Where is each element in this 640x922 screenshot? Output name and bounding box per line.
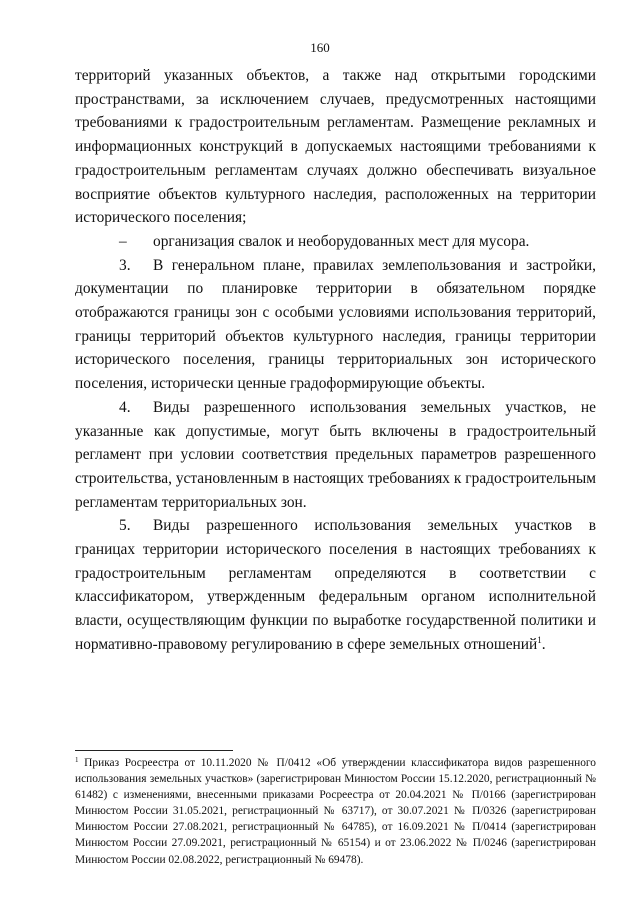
footnote-marker: 1 bbox=[75, 756, 79, 764]
paragraph-end: . bbox=[541, 635, 546, 653]
paragraph-number: 3. bbox=[119, 256, 131, 274]
footnote bbox=[75, 755, 596, 868]
paragraph-text: Виды разрешенного использования земельных участков в границах территории исторического поселения в настоящих требованиях к градостроительным регламентам определяются в соответствии с классификатором, утвержденным федеральным органом исполнительной власти, осуществляющим функции по выработке государственной политики и нормативно-правовому регулированию в сфере земельных отношений bbox=[75, 517, 596, 653]
paragraph-number: 5. bbox=[119, 517, 131, 535]
paragraph-text: Виды разрешенного использования земельных участков, не указанные как допустимые, могут быть включены в градостроительный регламент при условии соответствия предельных параметров разрешенного строительства, установленным в настоящих требованиях к градостроительным регламентам территориальных зон. bbox=[75, 398, 596, 511]
dash-marker: – bbox=[119, 232, 127, 250]
numbered-paragraph-3 bbox=[75, 254, 596, 396]
document-body bbox=[75, 64, 596, 657]
dash-list-item bbox=[75, 230, 596, 254]
numbered-paragraph-5 bbox=[75, 514, 596, 656]
numbered-paragraph-4 bbox=[75, 396, 596, 515]
paragraph-text: В генеральном плане, правилах землепользования и застройки, документации по планировке территории в обязательном порядке отображаются границы зон с особыми условиями использования территорий, границы территорий объектов культурного наследия, границы территории исторического поселения, границы территориальных зон исторического поселения, исторически ценные градоформирующие объекты. bbox=[75, 256, 596, 393]
footnote-text: Приказ Росреестра от 10.11.2020 № П/0412 «Об утверждении классификатора видов разрешенного использования земельных участков» (зарегистрирован Минюстом России 15.12.2020, регистрационный № 61482) с изменениями, внесенными приказами Росреестра от 20.04.2021 № П/0166 (зарегистрирован Минюстом России 31.05.2021, регистрационный № 63717), от 30.07.2021 № П/0326 (зарегистрирован Минюстом России 27.08.2021, регистрационный № 64785), от 16.09.2021 № П/0414 (зарегистрирован Минюстом России 27.09.2021, регистрационный № 65154) и от 23.06.2022 № П/0246 (зарегистрирован Минюстом России 02.08.2022, регистрационный № 69478). bbox=[75, 757, 596, 866]
paragraph-number: 4. bbox=[119, 398, 131, 416]
page-number: 160 bbox=[310, 40, 330, 55]
continuation-paragraph: территорий указанных объектов, а также над открытыми городскими пространствами, за исключением случаев, предусмотренных настоящими требованиями к градостроительным регламентам. Размещение рекламных и информационных конструкций в допускаемых настоящими требованиями к градостроительным регламентам случаях должно обеспечивать визуальное восприятие объектов культурного наследия, расположенных на территории исторического поселения; bbox=[75, 67, 596, 227]
footnote-separator bbox=[75, 750, 233, 751]
dash-item-text: организация свалок и необорудованных мест для мусора. bbox=[153, 232, 530, 250]
footnote-reference[interactable]: 1 bbox=[537, 634, 542, 645]
